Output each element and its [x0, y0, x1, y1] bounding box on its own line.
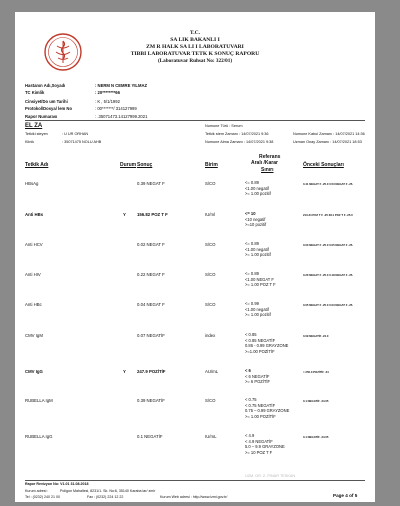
ref-line: <1.00 NEGAT F [245, 276, 274, 282]
test-reference [245, 397, 289, 419]
ref-line: <1.00 negatif [245, 185, 269, 191]
page-number: Page 4 of 5 [333, 493, 358, 498]
result-time: Uzman Onay Zamanı : 14/07/2021 18:53 [293, 140, 362, 144]
test-unit: S/CO [205, 181, 216, 186]
accept-time: Numune Kabul Zamanı : 14/07/2021 14:36 [293, 132, 365, 136]
test-result: 247.9 POZİTİF [137, 369, 166, 374]
ref-line: >= 6 POZİTİF [245, 379, 271, 385]
ref-line: >= 1.00 POZ T F [245, 282, 276, 288]
test-unit: S/CO [205, 398, 216, 403]
ref-line: <= 0.99 [245, 301, 259, 306]
test-reference [245, 241, 271, 258]
test-reference [245, 211, 266, 228]
ref-line: >= 1.00 POZİTİF [245, 413, 276, 419]
clinic-value: : 35071475 NOLU AHB [62, 140, 102, 144]
col-previous: Önceki Sonuçları [303, 162, 344, 168]
sex-birth-value: : K , 5/1/1992 [95, 99, 120, 104]
test-name: Anti HIV [25, 272, 41, 277]
col-test: Tetkik Adı [25, 162, 49, 168]
header-line-1: T.C. [189, 30, 201, 36]
tc-value: : 20********66 [95, 90, 120, 95]
test-result: 0.07 NEGATİF [137, 333, 165, 338]
footer-divider [25, 480, 365, 481]
col-ref-sub: Aralı /Karar [251, 160, 278, 166]
revision-number: Rapor Revizyon No: V1.01 31.08.2018 [25, 482, 89, 486]
ref-line: >=1.00 POZİTİF [245, 348, 275, 354]
ref-line: >=10 pozitif [245, 222, 267, 228]
ref-line: <1.00 negatif [245, 246, 269, 252]
ref-line: >= 10 POZ T F [245, 449, 273, 455]
test-name: CMV IgM [25, 333, 43, 338]
phone-number: Tel : (0232) 240 21 00 [25, 495, 60, 499]
section-title: EL ZA [25, 123, 43, 129]
header-line-4: TIBBI LABORATUVAR TETK K SONUÇ RAPORU [130, 51, 260, 57]
test-reference [245, 368, 270, 385]
col-ref-sub2: Sınırı [261, 167, 274, 173]
test-reference [245, 180, 271, 197]
previous-results: 0.41 NEGAT F -25.0 0.53 NEGAT F -25. [303, 182, 354, 186]
sex-birth-label: Cinsiyet/Do um Tarihi [25, 99, 68, 104]
test-unit: S/CO [205, 272, 216, 277]
test-unit: S/CO [205, 302, 216, 307]
test-reference [245, 433, 285, 455]
ref-line: < 0.75 NEGATİF [245, 402, 276, 408]
test-result: 0.39 NEGATİF [137, 398, 165, 403]
previous-results: 0.09 NEGATİF -24.0 [303, 334, 329, 338]
test-unit: AU/mL [205, 369, 219, 374]
previous-results: 0.1 NEGATİF -24.05 [303, 399, 329, 403]
test-name: Anti HCV [25, 242, 43, 247]
test-unit: index [205, 333, 216, 338]
institution-address: Poligon Mahallesi, 8231/1. Sk. No:6, 35140 Karaba lar/ zmir [60, 489, 156, 493]
ref-line: >= 1.00 pozitif [245, 191, 271, 197]
divider [25, 120, 365, 121]
test-name: RUBELLA IgG [25, 434, 53, 439]
test-name: CMV IgG [25, 369, 43, 374]
ref-line: < 0.85 [245, 332, 257, 337]
patient-name: : NERM N CEMRE YILMAZ [95, 83, 148, 88]
test-reference [245, 301, 271, 318]
sample-time: Numune Alma Zamanı : 14/07/2021 9:38 [205, 140, 274, 144]
test-status: Y [123, 369, 126, 374]
col-ref-title: Referans [259, 154, 281, 160]
ref-line: < 6 [245, 368, 251, 373]
col-result: Sonuç [137, 162, 153, 168]
request-time: Tetkik stem Zamanı : 14/07/2021 9:36 [205, 132, 269, 136]
patient-name-label: Hastanın Adı,Soyadı [25, 83, 66, 88]
website-link[interactable]: Kurum Web adresi : http://www.izmi.gov.tr/ [160, 495, 228, 499]
test-name: HBsAg [25, 181, 39, 186]
previous-results: 0.1 NEGATİF -24.05 [303, 435, 329, 439]
ref-line: < 4.9 NEGATİF [245, 438, 273, 444]
test-result: 0.1 NEGATİF [137, 434, 163, 439]
test-name: Anti HBc [25, 302, 42, 307]
test-result: 0.02 NEGAT F [137, 242, 165, 247]
header-line-3: ZM R HALK SA LI I LABORATUVARI [146, 44, 244, 50]
previous-results: 0.03 NEGAT F -25.0 0.05 NEGAT F -25. [303, 243, 354, 247]
ref-line: >= 1.00 pozitif [245, 312, 271, 318]
col-status: Durum [120, 162, 137, 168]
ref-line: <10 negatif [245, 216, 266, 222]
ref-line: < 0.75 [245, 397, 257, 402]
test-result: 156.82 POZ T F [137, 212, 168, 217]
tc-label: TC Kimlik [25, 90, 45, 95]
test-reference [245, 332, 288, 354]
doctor-label: Tetkiki steyen [25, 132, 48, 136]
test-name: Anti HBs [25, 212, 44, 217]
test-unit: S/CO [205, 242, 216, 247]
ref-line: <= 0.89 [245, 180, 259, 185]
test-name: RUBELLA IgM [25, 398, 53, 403]
header-line-5: (Laboratuvar Ruhsat No: 322/01) [157, 58, 233, 64]
ref-line: 0.75 – 0.99 GRAYZONE [245, 408, 290, 414]
test-status: Y [123, 212, 126, 217]
test-unit: IU/ml [205, 212, 216, 217]
ref-line: <= 0.89 [245, 271, 259, 276]
protocol-label: Protokol/Dosya/ lem No [25, 106, 73, 111]
ref-line: < 6 NEGATİF [245, 373, 270, 379]
signature-watermark: UZM. DR. Z. PINAR TESKAN [245, 474, 296, 478]
ref-line: < 0.85 NEGATİF [245, 337, 276, 343]
previous-results: > 250.0 POZİTİF -24 [303, 370, 329, 374]
test-reference [245, 271, 276, 288]
address-label: Kurum adresi : [25, 489, 49, 493]
col-unit: Birim [205, 162, 218, 168]
report-number-label: Rapor Numarası [25, 114, 58, 119]
test-result: 0.04 NEGAT F [137, 302, 165, 307]
ref-line: <= 0.89 [245, 241, 259, 246]
ref-line: <= 10 [245, 211, 256, 216]
ref-line: 0.86 - 0.99 GRAYZONE [245, 343, 289, 349]
previous-results: 0.20 NEGAT F -25.0 0.18 NEGAT F -25. [303, 273, 354, 277]
previous-results: 213.34 POZ T F -25 38.1 POZ T F -25.0 [303, 213, 353, 217]
test-result: 0.22 NEGAT F [137, 272, 165, 277]
test-result: 0.39 NEGAT F [137, 181, 165, 186]
ref-line: >= 1.00 pozitif [245, 252, 271, 258]
test-unit: IU/mL [205, 434, 217, 439]
clinic-label: Klinik [25, 140, 35, 144]
previous-results: 0.05 NEGAT F -25.0 0.03 NEGAT F -25. [303, 303, 354, 307]
ref-line: < 4.9 [245, 433, 255, 438]
report-number-value: : .35071473.14127999.2021 [95, 114, 148, 119]
protocol-value: : 00*******/ 314127999 [95, 106, 137, 111]
sample-type: Numune Türü : Serum [205, 124, 243, 128]
ref-line: 5.0 – 9.9 GRAYZONE [245, 444, 285, 450]
ref-line: <1.00 negatif [245, 306, 269, 312]
doctor-value: : U UR ORHAN [62, 132, 89, 136]
fax-number: Fax : (0232) 224 12 22 [87, 495, 124, 499]
report-page [15, 12, 375, 502]
header-line-2: SA LIK BAKANLI I [170, 37, 220, 43]
